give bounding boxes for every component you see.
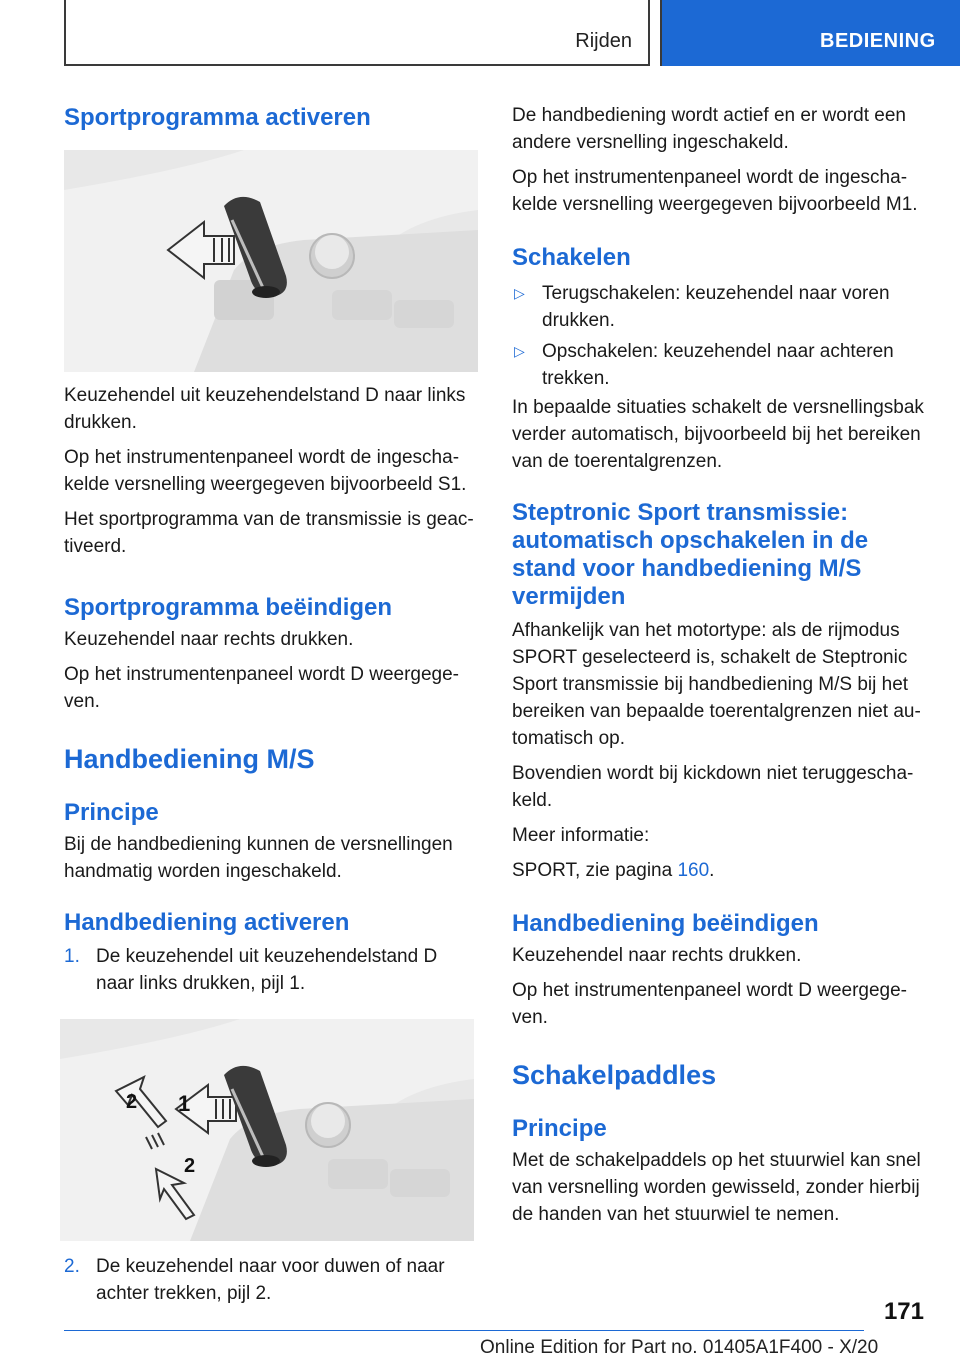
figure-arrow-label-1: 1 [178, 1091, 191, 1116]
gear-selector-illustration-1 [64, 150, 478, 372]
text-keuzehendel-links: Keuzehendel uit keuzehendelstand D naar links drukken. [64, 385, 466, 433]
step-text-2: De keuzehendel naar voor duwen of naar achter trekken, pijl 2. [96, 1256, 445, 1304]
gear-selector-illustration-2 [60, 1019, 474, 1241]
text-principe-handbediening: Bij de handbediening kunnen de versnellingen handmatig worden ingeschakeld. [64, 834, 453, 882]
text-sport-reference [512, 857, 926, 884]
heading-sport-activeren: Sportprogramma activeren [64, 104, 371, 131]
bullet-triangle-icon: ▷ [514, 343, 525, 359]
page-link-160[interactable]: 160 [677, 860, 710, 881]
text-sport-geactiveerd: Het sportprogramma van de transmissie is geac-tiveerd. [64, 509, 474, 557]
text-bepaalde-situaties: In bepaalde situaties schakelt de versnellingsbak verder automatisch, bijvoorbeeld bij het bereiken van de toerentalgrenzen. [512, 397, 924, 472]
header-chapter-title: BEDIENING [820, 30, 936, 52]
text-ingeschakelde-m1: Op het instrumentenpaneel wordt de ingescha-kelde versnelling weergegeven bijvoorbeeld M1. [512, 167, 918, 215]
sport-reference-prefix: SPORT, zie pagina [512, 860, 678, 881]
heading-hand-activeren: Handbediening activeren [64, 909, 350, 936]
gear-selector-figure-1 [64, 150, 478, 372]
step-number-2: 2. [64, 1256, 80, 1277]
bullet-triangle-icon: ▷ [514, 285, 525, 301]
bullet-item-terugschakelen [512, 280, 926, 334]
heading-schakelen: Schakelen [512, 244, 631, 271]
text-d-weergegeven-right: Op het instrumentenpaneel wordt D weergege-ven. [512, 980, 908, 1028]
text-afhankelijk-motortype: Afhankelijk van het motortype: als de rijmodus SPORT geselecteerd is, schakelt de Steptronic Sport transmissie bij handbediening M/S bij het bereiken van bepaalde toerentalgrenzen niet au-tomatisch op. [512, 620, 921, 749]
text-d-weergegeven: Op het instrumentenpaneel wordt D weergege-ven. [64, 664, 460, 712]
header-section-title: Rijden [575, 30, 632, 52]
header-chapter-tab [660, 0, 960, 66]
heading-steptronic-sport: Steptronic Sport transmissie: automatisch opschakelen in de stand voor handbediening M/S vermijden [512, 499, 869, 610]
figure-arrow-label-2-top: 2 [126, 1091, 138, 1113]
bullet-item-opschakelen [512, 338, 926, 392]
heading-principe-right: Principe [512, 1115, 607, 1142]
text-ingeschakelde-s1: Op het instrumentenpaneel wordt de ingescha-kelde versnelling weergegeven bijvoorbeeld S1. [64, 447, 467, 495]
gear-selector-figure-2 [60, 1019, 474, 1241]
step-text-1: De keuzehendel uit keuzehendelstand D naar links drukken, pijl 1. [96, 946, 438, 994]
text-schakelpaddels: Met de schakelpaddels op het stuurwiel kan snel van versnelling worden gewisseld, zonder hierbij de handen van het stuurwiel te nemen. [512, 1150, 921, 1225]
text-meer-informatie: Meer informatie: [512, 825, 650, 846]
header-left-box [64, 0, 650, 66]
text-kickdown: Bovendien wordt bij kickdown niet teruggescha-keld. [512, 763, 914, 811]
heading-handbediening: Handbediening M/S [64, 744, 315, 774]
figure-arrow-label-2-bottom: 2 [184, 1155, 196, 1177]
sport-reference-suffix: . [709, 860, 715, 881]
step-item-1 [64, 943, 478, 997]
heading-principe-left: Principe [64, 799, 159, 826]
text-handbediening-actief: De handbediening wordt actief en er wordt een andere versnelling ingeschakeld. [512, 105, 906, 153]
text-rechts-drukken: Keuzehendel naar rechts drukken. [64, 629, 354, 650]
left-column [64, 100, 478, 1307]
footer-edition: Online Edition for Part no. 01405A1F400 - X/20 [480, 1337, 879, 1358]
heading-schakelpaddles: Schakelpaddles [512, 1060, 717, 1090]
text-rechts-drukken-right: Keuzehendel naar rechts drukken. [512, 945, 802, 966]
step-item-2 [64, 1253, 478, 1307]
bullet-text-opschakelen: Opschakelen: keuzehendel naar achteren trekken. [542, 341, 894, 389]
bullet-text-terugschakelen: Terugschakelen: keuzehendel naar voren drukken. [542, 283, 890, 331]
step-number-1: 1. [64, 946, 80, 967]
page-number: 171 [883, 1298, 924, 1325]
heading-sport-beeindigen: Sportprogramma beëindigen [64, 594, 393, 621]
right-column [512, 100, 926, 1228]
heading-hand-beeindigen: Handbediening beëindigen [512, 910, 819, 937]
footer-divider [64, 1330, 864, 1331]
